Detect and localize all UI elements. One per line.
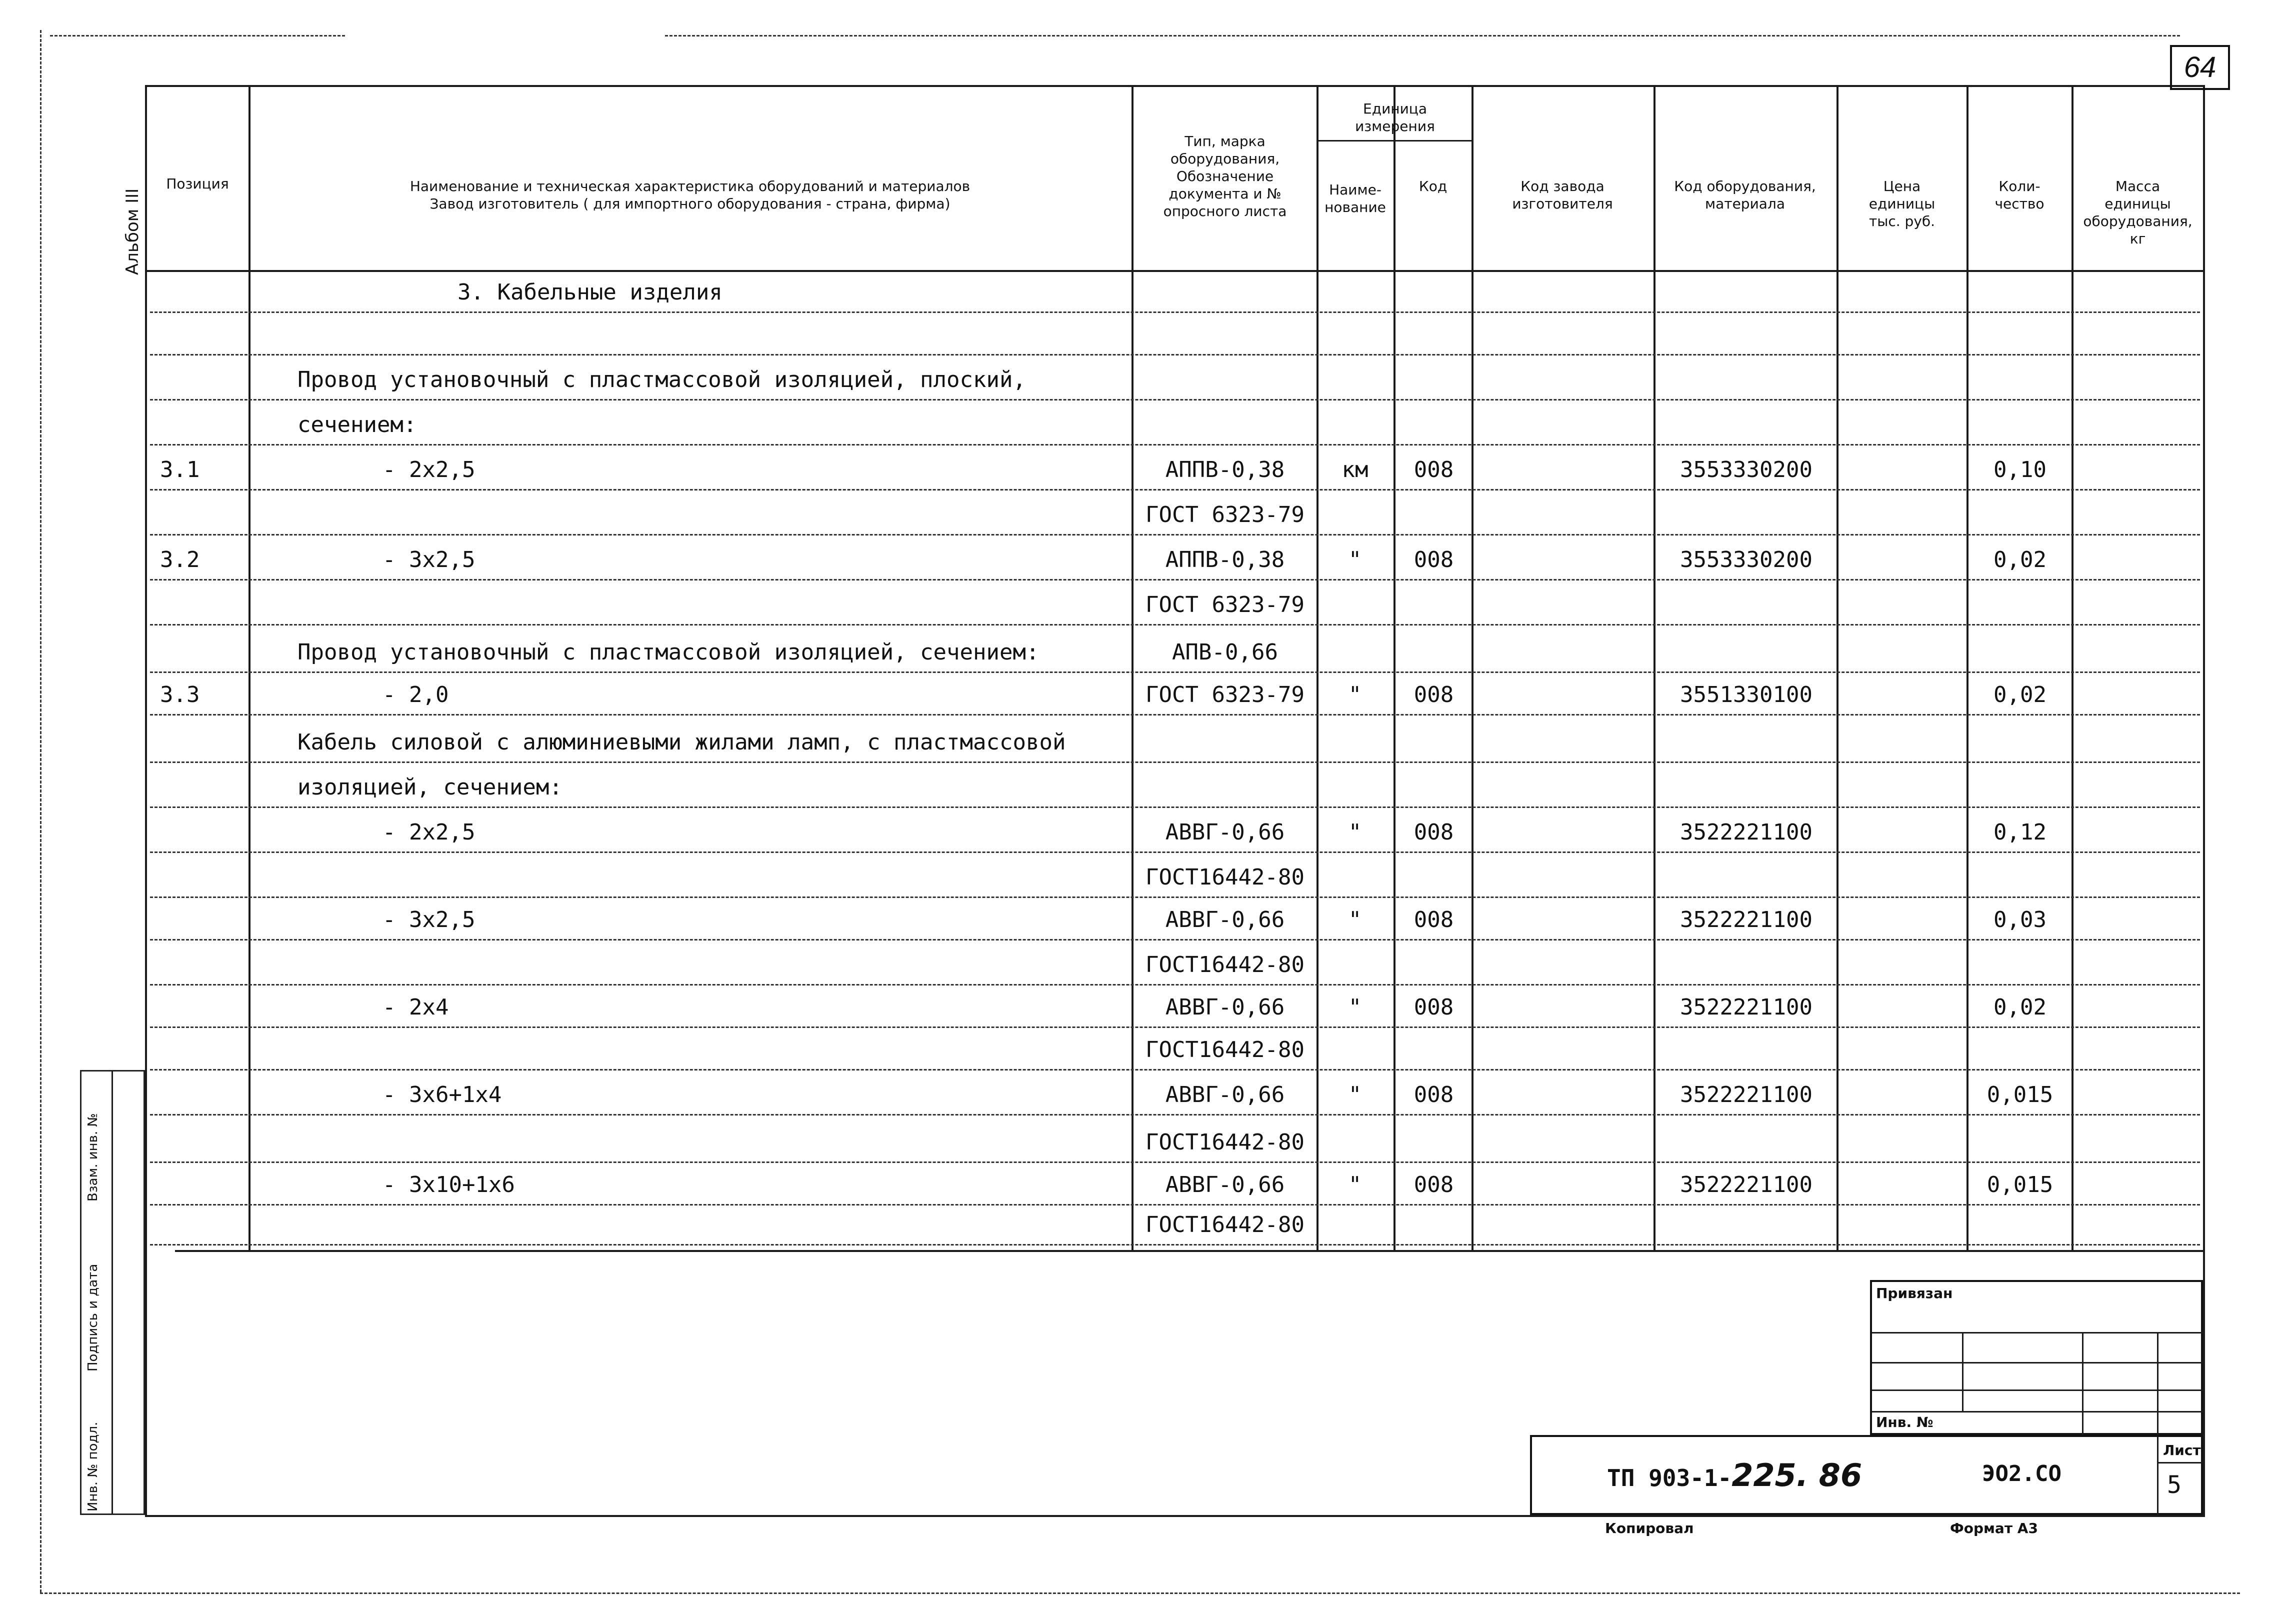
footer-format: Формат А3 xyxy=(1950,1520,2038,1536)
stamp-bound-box xyxy=(1870,1280,2203,1435)
doc-prefix: ТП 903-1- xyxy=(1607,1464,1732,1492)
cell-type: ГОСТ16442-80 xyxy=(1146,1212,1304,1238)
header-unit-group: Единица измерения xyxy=(1355,100,1435,134)
side-stamp-replace: Взам. инв. № xyxy=(86,1113,100,1202)
cell-unit: " xyxy=(1348,547,1362,572)
cell-code: 008 xyxy=(1414,682,1454,708)
cell-code: 008 xyxy=(1414,907,1454,932)
doc-suffix: ЭО2.СО xyxy=(1982,1461,2062,1486)
row-divider xyxy=(150,714,2200,716)
side-stamp-inv: Инв. № подл. xyxy=(86,1422,100,1512)
cell-name: - 2,0 xyxy=(382,682,449,708)
row-divider xyxy=(150,1204,2200,1206)
row-divider xyxy=(150,444,2200,446)
cell-name: сечением: xyxy=(298,412,417,438)
stamp-title-box xyxy=(1530,1435,2203,1515)
cell-unit: " xyxy=(1348,1082,1362,1108)
cell-eq: 3522221100 xyxy=(1680,994,1812,1020)
row-divider xyxy=(150,1026,2200,1028)
row-divider xyxy=(150,1162,2200,1163)
cell-unit: " xyxy=(1348,907,1362,932)
row-divider xyxy=(150,896,2200,898)
side-label: Альбом III xyxy=(122,188,142,275)
cell-name: - 3х10+1х6 xyxy=(382,1172,515,1198)
row-divider xyxy=(150,312,2200,313)
header-type: Тип, марка оборудования, Обозначение документа и № опросного листа xyxy=(1163,133,1287,220)
header-quantity: Коли- чество xyxy=(1994,178,2044,212)
cell-unit: " xyxy=(1348,994,1362,1020)
row-divider xyxy=(150,1114,2200,1116)
row-divider xyxy=(150,1069,2200,1070)
side-stamp-sign: Подпись и дата xyxy=(86,1264,100,1372)
row-divider xyxy=(150,489,2200,490)
cell-type: АПВ-0,66 xyxy=(1172,640,1278,665)
row-divider xyxy=(150,762,2200,763)
row-divider xyxy=(150,984,2200,986)
doc-number: 225. 86 xyxy=(1732,1457,1862,1494)
cell-type: АВВГ-0,66 xyxy=(1165,820,1285,845)
cell-eq: 3522221100 xyxy=(1680,907,1812,932)
cell-pos: 3.3 xyxy=(160,682,200,708)
header-unit-name: Наиме- нование xyxy=(1324,182,1386,216)
cell-type: АВВГ-0,66 xyxy=(1165,1082,1285,1108)
row-divider xyxy=(150,806,2200,808)
sheet-number: 5 xyxy=(2167,1471,2182,1499)
cell-type: АППВ-0,38 xyxy=(1165,457,1285,482)
cell-type: ГОСТ16442-80 xyxy=(1146,1037,1304,1062)
sheet-label: Лист xyxy=(2163,1442,2201,1458)
cell-name: - 2х2,5 xyxy=(382,457,476,482)
cell-pos: 3.2 xyxy=(160,547,200,572)
cell-name: - 2х2,5 xyxy=(382,820,476,845)
cell-type: АВВГ-0,66 xyxy=(1165,994,1285,1020)
page-number-box: 64 xyxy=(2170,45,2230,90)
header-price: Цена единицы тыс. руб. xyxy=(1868,178,1936,230)
cell-type: ГОСТ16442-80 xyxy=(1146,1130,1304,1155)
row-divider xyxy=(150,939,2200,940)
cell-code: 008 xyxy=(1414,457,1454,482)
cell-eq: 3553330200 xyxy=(1680,457,1812,482)
row-divider xyxy=(150,354,2200,356)
row-divider xyxy=(150,672,2200,673)
cell-code: 008 xyxy=(1414,547,1454,572)
cell-type: ГОСТ 6323-79 xyxy=(1146,682,1304,708)
cell-code: 008 xyxy=(1414,1172,1454,1198)
cell-name: Провод установочный с пластмассовой изоляцией, сечением: xyxy=(298,640,1040,665)
cell-qty: 0,015 xyxy=(1986,1172,2054,1198)
cell-name: - 2х4 xyxy=(382,994,449,1020)
cell-pos: 3.1 xyxy=(160,457,200,482)
cell-name: Провод установочный с пластмассовой изоляцией, плоский, xyxy=(298,367,1026,392)
footer-copied: Копировал xyxy=(1605,1520,1694,1536)
cell-type: АППВ-0,38 xyxy=(1165,547,1285,572)
header-name: Наименование и техническая характеристика оборудований и материалов Завод изготовитель ( для импортного оборудования - страна, фирма) xyxy=(410,178,970,212)
cell-qty: 0,02 xyxy=(1994,682,2046,708)
cell-unit: " xyxy=(1348,820,1362,845)
header-position: Позиция xyxy=(166,176,229,192)
cell-name: - 3х2,5 xyxy=(382,907,476,932)
cell-type: ГОСТ16442-80 xyxy=(1146,864,1304,890)
cell-unit: " xyxy=(1348,1172,1362,1198)
row-divider xyxy=(150,579,2200,580)
cell-eq: 3522221100 xyxy=(1680,820,1812,845)
cell-qty: 0,12 xyxy=(1994,820,2046,845)
stamp-inv-label: Инв. № xyxy=(1876,1414,1934,1430)
stamp-bound-label: Привязан xyxy=(1876,1285,1953,1302)
cell-type: ГОСТ 6323-79 xyxy=(1146,592,1304,618)
row-divider xyxy=(150,534,2200,536)
row-divider xyxy=(150,624,2200,626)
side-stamp xyxy=(80,1070,145,1515)
cell-name: 3. Кабельные изделия xyxy=(458,280,722,305)
cell-unit: " xyxy=(1348,682,1362,708)
cell-eq: 3522221100 xyxy=(1680,1172,1812,1198)
cell-qty: 0,02 xyxy=(1994,994,2046,1020)
cell-type: АВВГ-0,66 xyxy=(1165,1172,1285,1198)
cell-name: изоляцией, сечением: xyxy=(298,774,562,800)
cell-name: - 3х6+1х4 xyxy=(382,1082,502,1108)
cell-eq: 3551330100 xyxy=(1680,682,1812,708)
cell-qty: 0,015 xyxy=(1986,1082,2054,1108)
header-unit-code: Код xyxy=(1418,178,1448,194)
cell-code: 008 xyxy=(1414,1082,1454,1108)
cell-type: ГОСТ 6323-79 xyxy=(1146,502,1304,528)
cell-code: 008 xyxy=(1414,994,1454,1020)
cell-eq: 3553330200 xyxy=(1680,547,1812,572)
cell-code: 008 xyxy=(1414,820,1454,845)
cell-qty: 0,02 xyxy=(1994,547,2046,572)
header-equipment-code: Код оборудования, материала xyxy=(1674,178,1816,212)
cell-eq: 3522221100 xyxy=(1680,1082,1812,1108)
header-mass: Масса единицы оборудования, кг xyxy=(2083,178,2192,247)
cell-qty: 0,03 xyxy=(1994,907,2046,932)
cell-unit: км xyxy=(1342,457,1368,482)
row-divider xyxy=(150,852,2200,853)
cell-type: ГОСТ16442-80 xyxy=(1146,952,1304,978)
cell-qty: 0,10 xyxy=(1994,457,2046,482)
row-divider xyxy=(150,399,2200,400)
cell-name: - 3х2,5 xyxy=(382,547,476,572)
cell-type: АВВГ-0,66 xyxy=(1165,907,1285,932)
header-factory-code: Код завода изготовителя xyxy=(1512,178,1613,212)
row-divider xyxy=(150,1244,2200,1246)
doc-code xyxy=(1607,1457,1862,1494)
cell-name: Кабель силовой с алюминиевыми жилами ламп, с пластмассовой xyxy=(298,730,1066,755)
